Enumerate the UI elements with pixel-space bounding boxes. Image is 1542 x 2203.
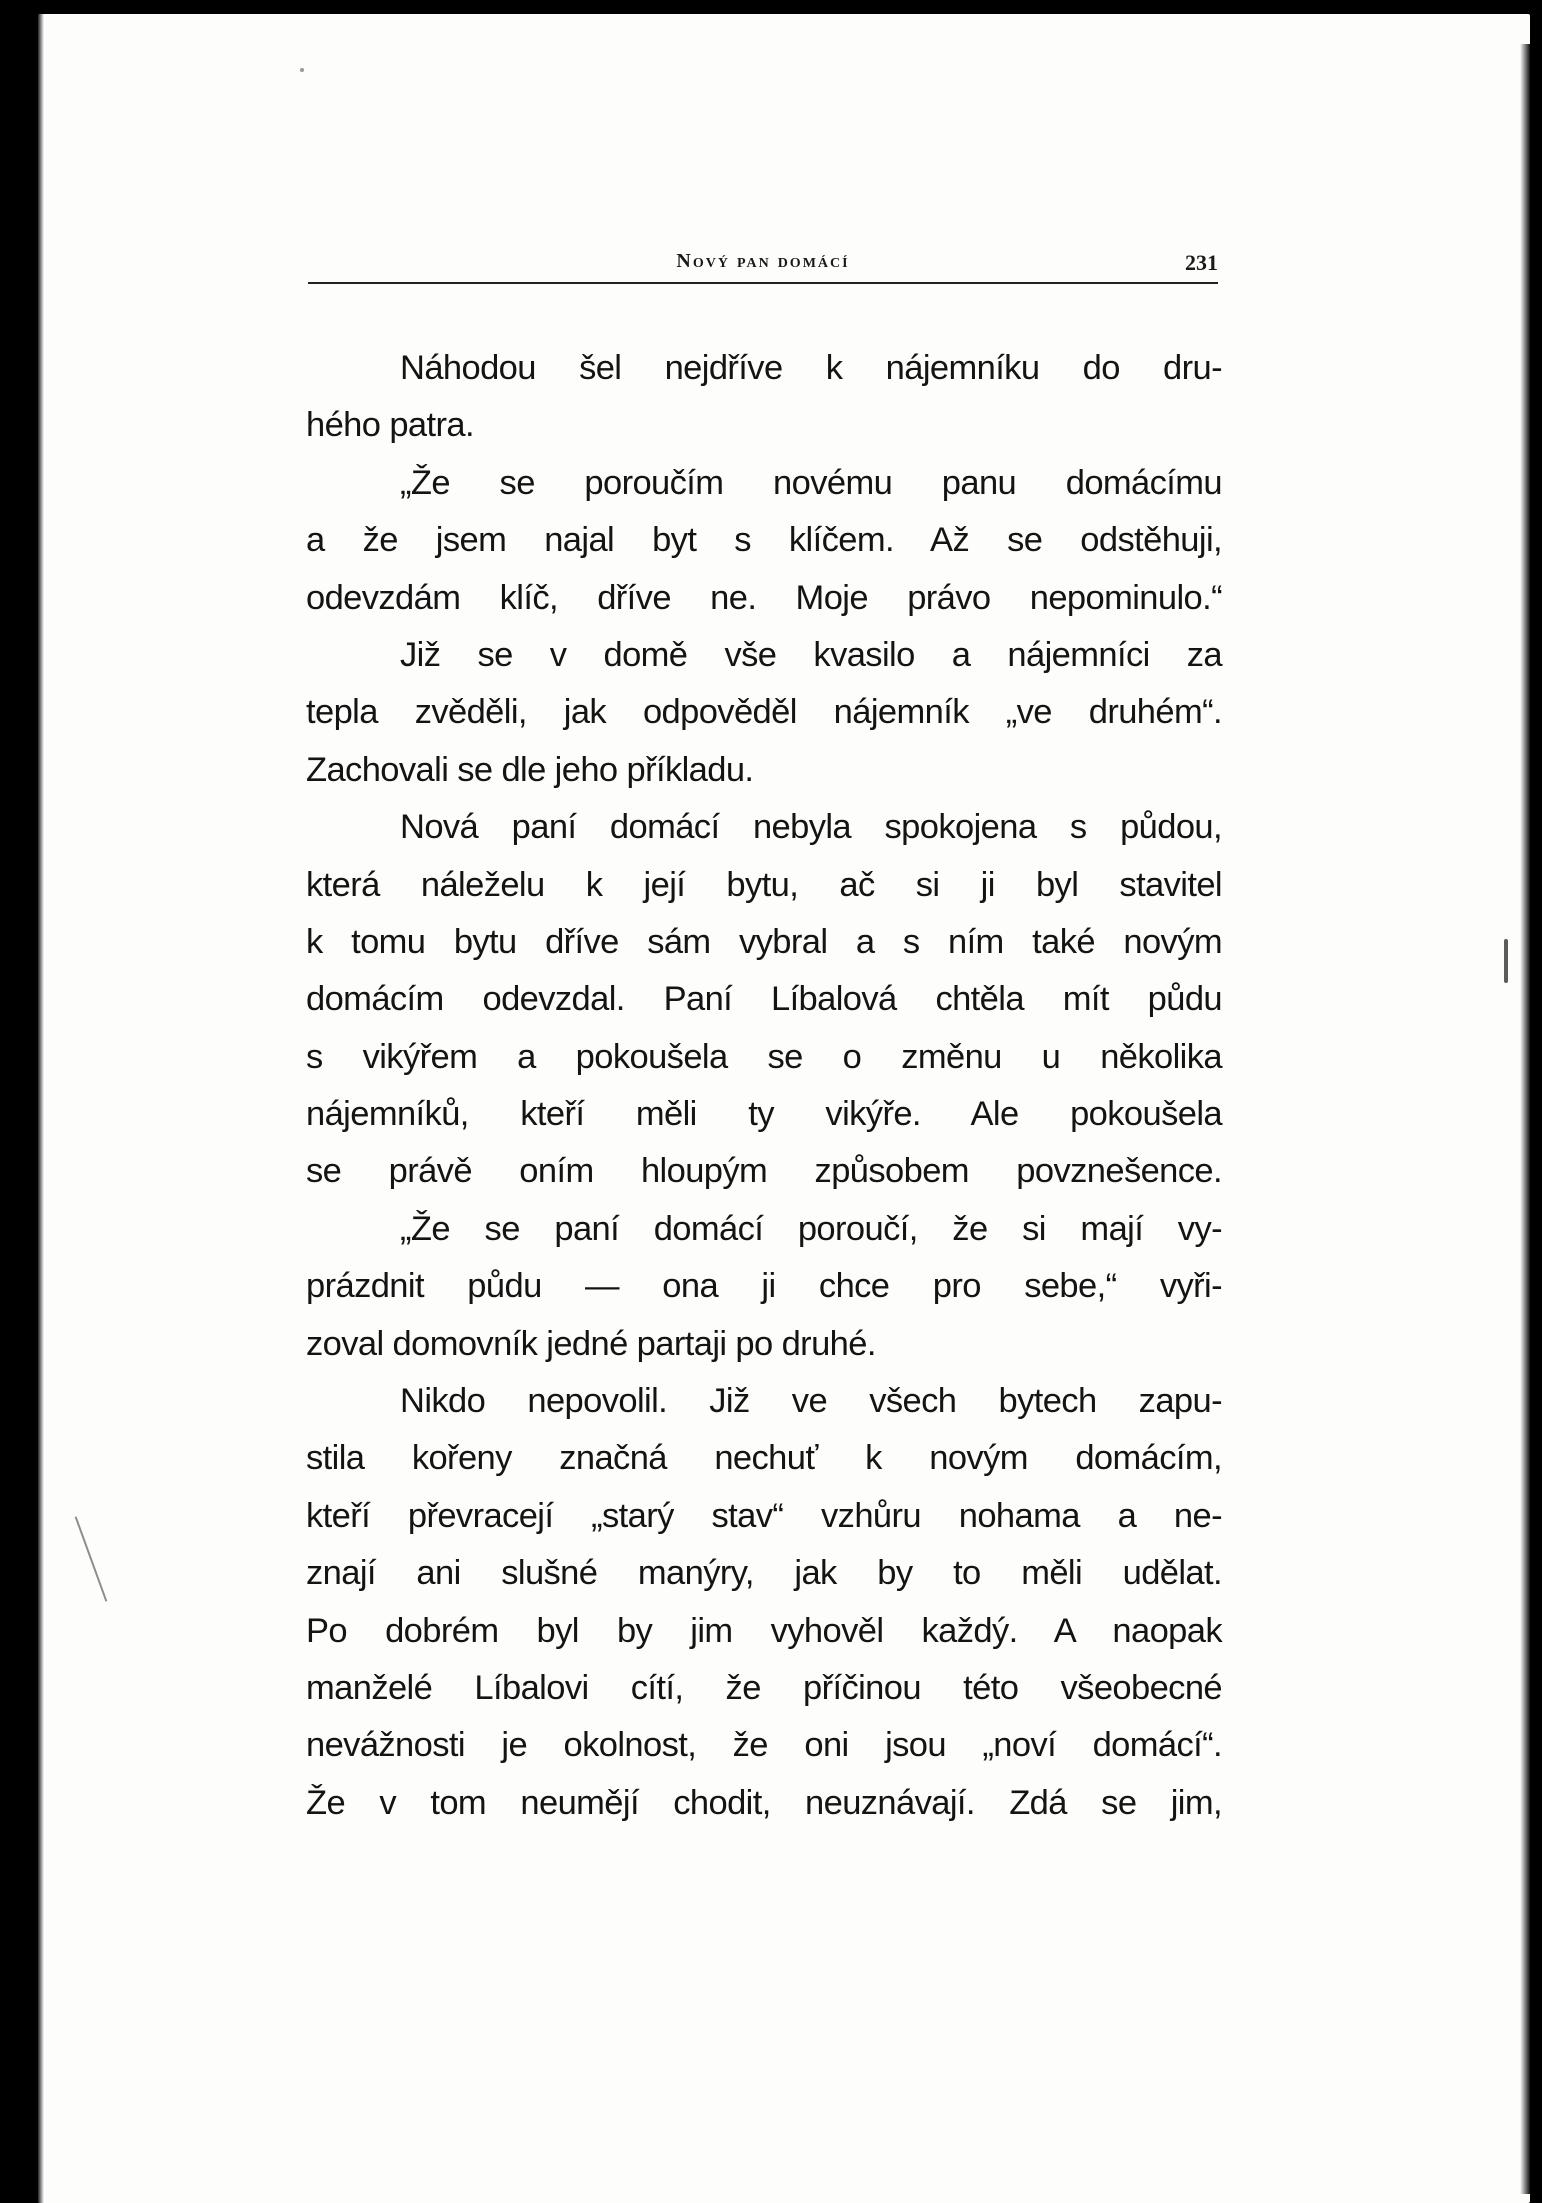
body-text xyxy=(306,340,1222,1832)
text-line: Náhodou šel nejdříve k nájemníku do dru- xyxy=(400,349,1222,387)
text-line: „Že se poroučím novému panu domácímu xyxy=(400,463,1222,502)
text-line: domácím odevzdal. Paní Líbalová chtěla mít půdu xyxy=(306,980,1222,1019)
page-right-edge xyxy=(1520,44,1530,2194)
header-rule xyxy=(308,282,1218,284)
page-number: 231 xyxy=(1185,250,1218,275)
text-line: nevážnosti je okolnost, že oni jsou „noví domácí“. xyxy=(306,1726,1222,1765)
book-page xyxy=(38,14,1530,2203)
text-line: stila kořeny značná nechuť k novým domácím, xyxy=(306,1439,1222,1478)
text-line: která náleželu k její bytu, ač si ji byl stavitel xyxy=(306,865,1222,904)
text-line: Nová paní domácí nebyla spokojena s půdou, xyxy=(400,808,1222,847)
text-line: znají ani slušné manýry, jak by to měli udělat. xyxy=(306,1554,1222,1593)
page-gutter-shadow xyxy=(38,14,44,2203)
scan-mark-right xyxy=(1504,939,1508,983)
text-line: s vikýřem a pokoušela se o změnu u několika xyxy=(306,1037,1222,1076)
text-line: tepla zvěděli, jak odpověděl nájemník „ve druhém“. xyxy=(306,693,1222,732)
text-line: Po dobrém byl by jim vyhověl každý. A naopak xyxy=(306,1611,1222,1650)
text-line: prázdnit půdu — ona ji chce pro sebe,“ vyři- xyxy=(306,1267,1222,1306)
text-line: Že v tom neumějí chodit, neuznávají. Zdá se jim, xyxy=(306,1783,1222,1822)
text-line: kteří převracejí „starý stav“ vzhůru nohama a ne- xyxy=(306,1496,1222,1535)
text-line: Již se v domě vše kvasilo a nájemníci za xyxy=(400,635,1222,674)
text-line: hého patra. xyxy=(306,406,474,445)
text-line: se právě oním hloupým způsobem povznešence. xyxy=(306,1152,1222,1191)
text-line: k tomu bytu dříve sám vybral a s ním také novým xyxy=(306,922,1222,961)
text-line: manželé Líbalovi cítí, že příčinou této všeobecné xyxy=(306,1668,1222,1707)
page-header xyxy=(308,250,1218,290)
running-title: Nový pan domácí xyxy=(676,250,850,272)
text-line: nájemníků, kteří měli ty vikýře. Ale pokoušela xyxy=(306,1095,1222,1134)
text-line: a že jsem najal byt s klíčem. Až se odstěhuji, xyxy=(306,521,1222,560)
text-line: Zachovali se dle jeho příkladu. xyxy=(306,750,754,789)
text-line: Nikdo nepovolil. Již ve všech bytech zapu- xyxy=(400,1382,1222,1421)
text-line: „Že se paní domácí poroučí, že si mají vy- xyxy=(400,1209,1222,1248)
text-line: odevzdám klíč, dříve ne. Moje právo nepominulo.“ xyxy=(306,578,1222,617)
text-line: zoval domovník jedné partaji po druhé. xyxy=(306,1324,876,1363)
scan-mark-left xyxy=(75,1516,108,1601)
scan-speck xyxy=(300,68,304,72)
